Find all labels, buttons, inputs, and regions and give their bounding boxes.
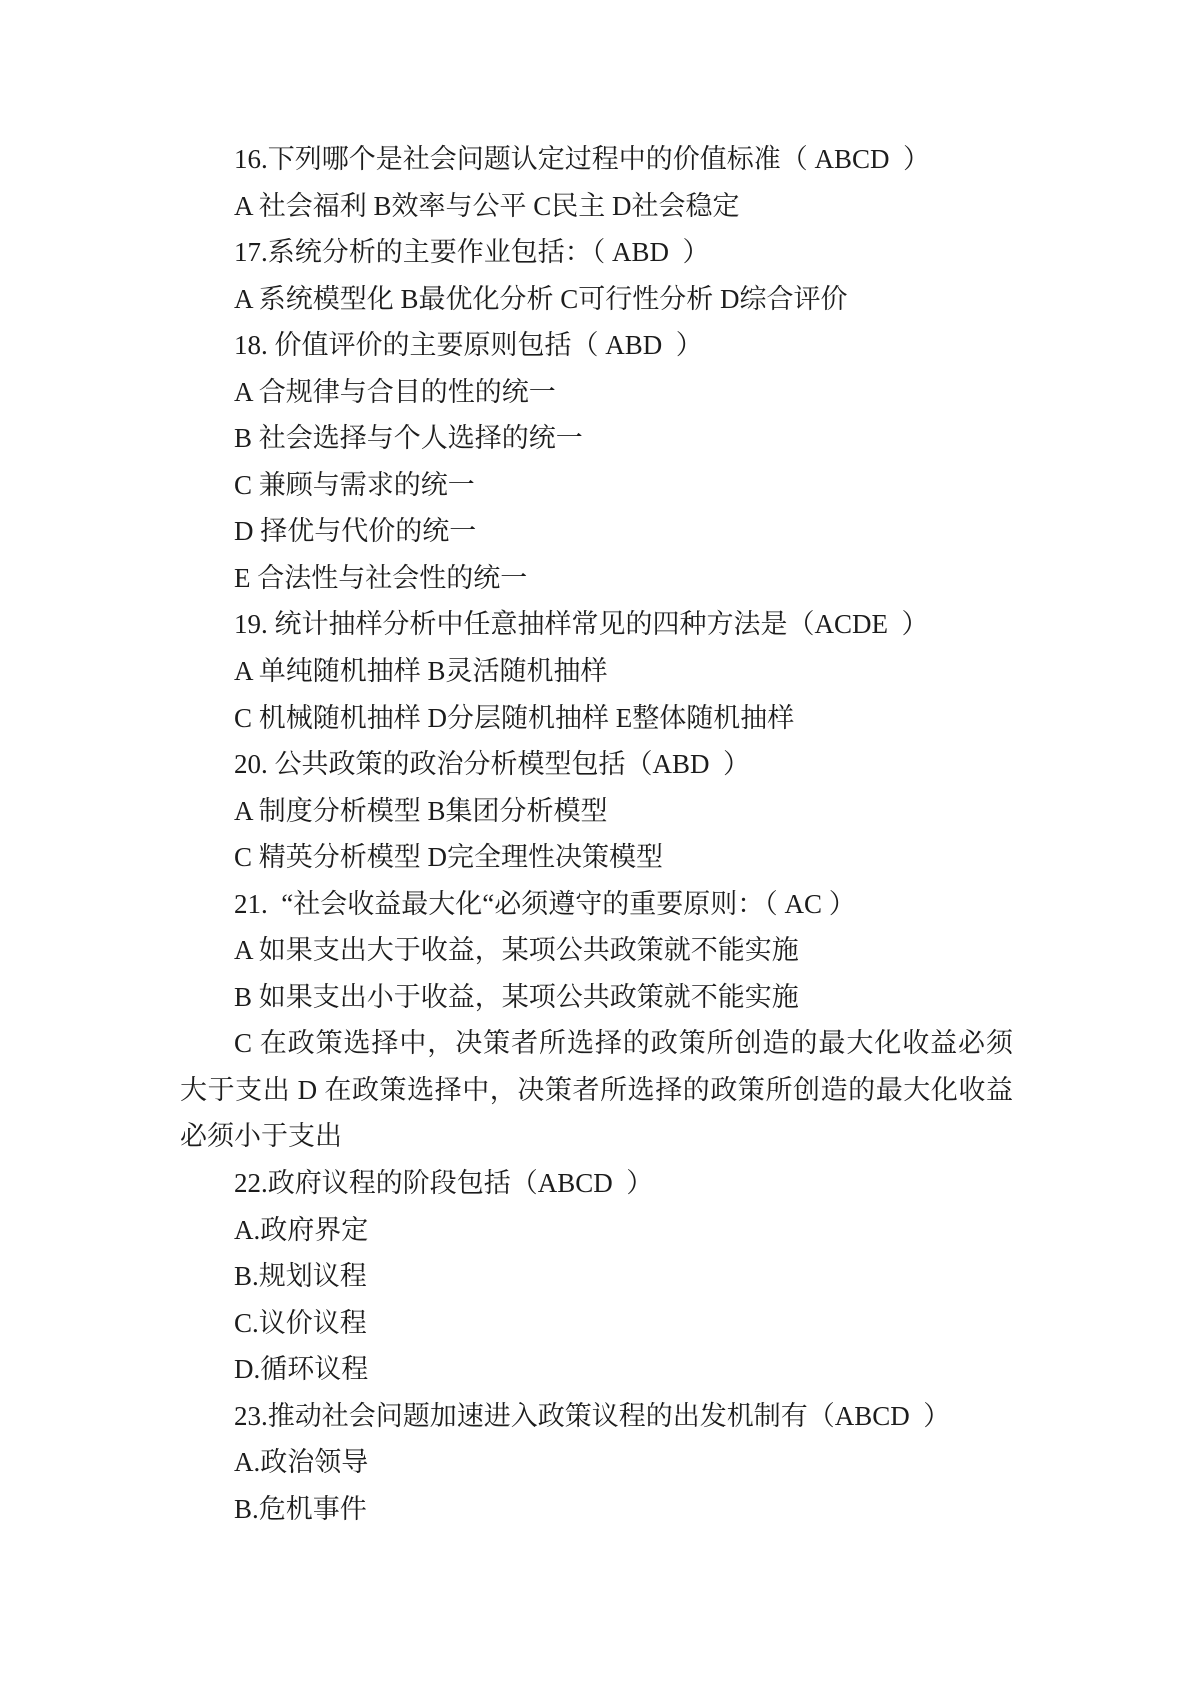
option-line: A 合规律与合目的性的统一 [234, 376, 556, 407]
question-17 [180, 229, 1013, 322]
question-22 [180, 1160, 1013, 1393]
option-line: D 择优与代价的统一 [234, 516, 477, 547]
option-line: A.政治领导 [234, 1447, 369, 1478]
question-stem: 22.政府议程的阶段包括（ABCD ） [234, 1168, 654, 1199]
paragraph-line: C 在政策选择中，决策者所选择的政策所创造的最大化收益必须 [234, 1028, 1013, 1059]
option-line: A 社会福利 B效率与公平 C民主 D社会稳定 [234, 190, 740, 221]
page-content [180, 136, 1013, 1532]
option-line: B.规划议程 [234, 1261, 367, 1292]
question-18 [180, 322, 1013, 601]
question-20 [180, 741, 1013, 881]
option-line: D.循环议程 [234, 1354, 369, 1385]
option-line: E 合法性与社会性的统一 [234, 562, 528, 593]
option-line: B.危机事件 [234, 1493, 367, 1524]
option-line: B 如果支出小于收益，某项公共政策就不能实施 [234, 981, 799, 1012]
question-19 [180, 601, 1013, 741]
question-stem: 17.系统分析的主要作业包括：（ ABD ） [234, 237, 710, 268]
question-stem: 19. 统计抽样分析中任意抽样常见的四种方法是（ACDE ） [234, 609, 929, 640]
question-stem: 16.下列哪个是社会问题认定过程中的价值标准（ ABCD ） [234, 144, 931, 174]
option-line: C 精英分析模型 D完全理性决策模型 [234, 842, 664, 873]
question-16 [180, 136, 1013, 229]
option-line: A 系统模型化 B最优化分析 C可行性分析 D综合评价 [234, 283, 848, 314]
paragraph-line: 必须小于支出 [180, 1121, 342, 1152]
question-stem: 18. 价值评价的主要原则包括（ ABD ） [234, 330, 703, 361]
question-stem: 20. 公共政策的政治分析模型包括（ABD ） [234, 749, 751, 780]
option-line: A 单纯随机抽样 B灵活随机抽样 [234, 656, 608, 687]
option-line: A 如果支出大于收益，某项公共政策就不能实施 [234, 935, 799, 966]
option-line: C 机械随机抽样 D分层随机抽样 E整体随机抽样 [234, 702, 795, 733]
paragraph-line: 大于支出 D 在政策选择中，决策者所选择的政策所创造的最大化收益 [180, 1074, 1013, 1105]
option-line: A 制度分析模型 B集团分析模型 [234, 795, 608, 826]
option-line: B 社会选择与个人选择的统一 [234, 423, 583, 454]
question-stem: 21. “社会收益最大化“必须遵守的重要原则：（ AC ） [234, 888, 856, 919]
option-line: C 兼顾与需求的统一 [234, 469, 475, 500]
option-line: A.政府界定 [234, 1214, 369, 1245]
option-paragraph [180, 1020, 1013, 1160]
question-stem: 23.推动社会问题加速进入政策议程的出发机制有（ABCD ） [234, 1400, 951, 1431]
question-23 [180, 1393, 1013, 1533]
option-line: C.议价议程 [234, 1307, 367, 1338]
question-21 [180, 881, 1013, 1160]
